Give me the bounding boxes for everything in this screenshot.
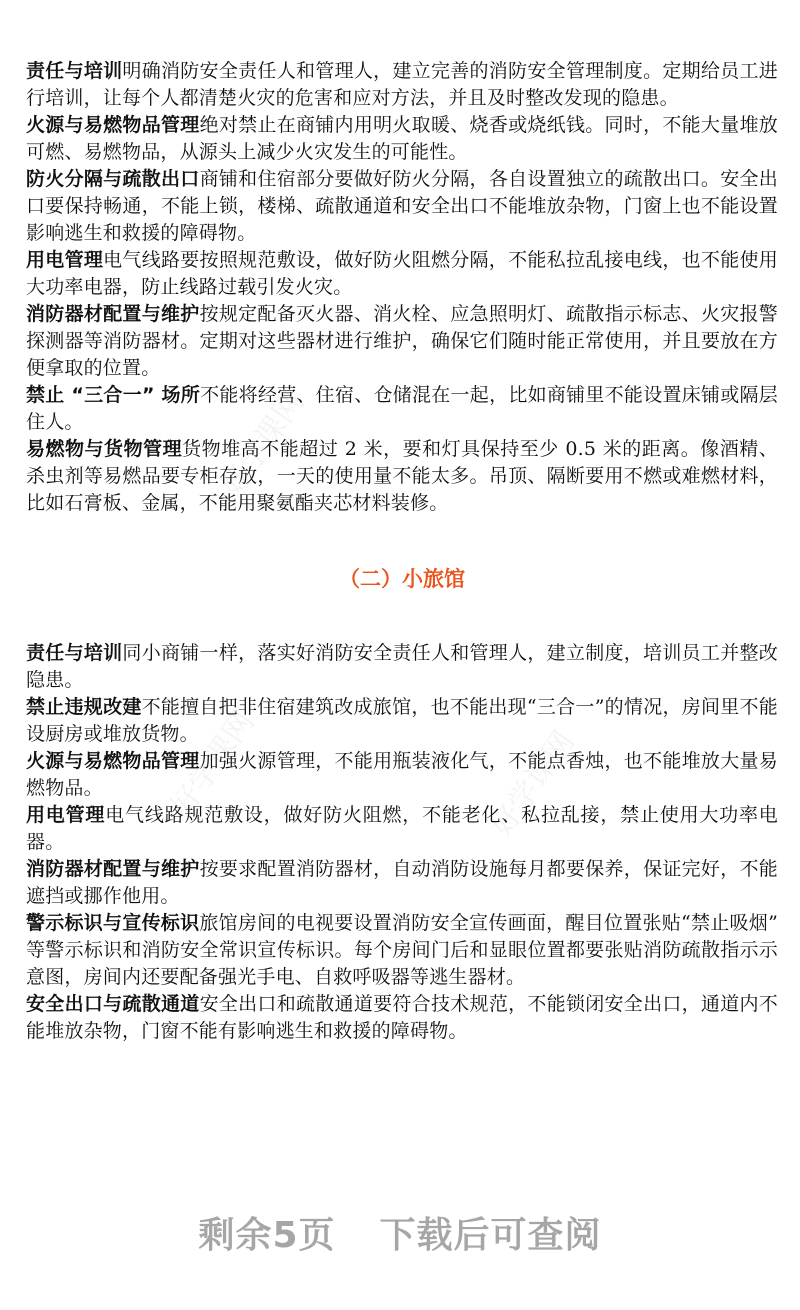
watermark: 好学课网 xyxy=(214,384,312,504)
paragraph-heading: 用电管理 xyxy=(26,804,106,826)
paragraph-heading: 防火分隔与疏散出口 xyxy=(26,168,200,190)
paragraph-heading: 易燃物与货物管理 xyxy=(26,438,183,460)
section-title-small-hotel: （二）小旅馆 xyxy=(339,567,465,591)
paragraph xyxy=(26,802,778,856)
paragraph-heading: 责任与培训 xyxy=(26,60,123,82)
paragraph-text: 安全出口和疏散通道要符合技术规范，不能锁闭安全出口，通道内不能堆放杂物，门窗不能有影响逃生和救援的障碍物。 xyxy=(26,993,778,1042)
download-hint-label: 下载后可查阅 xyxy=(379,1215,602,1256)
paragraph-text: 不能擅自把非住宿建筑改成旅馆，也不能出现“三合一”的情况，房间里不能设厨房或堆放货物。 xyxy=(26,696,779,745)
paragraph xyxy=(26,694,778,748)
paragraph-text: 电气线路规范敷设，做好防火阻燃，不能老化、私拉乱接，禁止使用大功率电器。 xyxy=(26,804,778,853)
paragraph xyxy=(26,247,778,301)
paragraph-heading: 禁止 “三合一” 场所 xyxy=(26,384,201,406)
watermark: 好学课网 xyxy=(164,704,262,824)
paragraph-heading: 火源与易燃物品管理 xyxy=(26,114,200,136)
paragraph-text: 电气线路要按照规范敷设，做好防火阻燃分隔，不能私拉乱接电线，也不能使用大功率电器，防止线路过载引发火灾。 xyxy=(26,249,778,298)
paragraph-text: 加强火源管理，不能用瓶装液化气，不能点香烛，也不能堆放大量易燃物品。 xyxy=(26,750,778,799)
paragraph-heading: 禁止违规改建 xyxy=(26,696,142,718)
section-small-hotel xyxy=(26,640,778,1045)
paragraph-text: 货物堆高不能超过 2 米，要和灯具保持至少 0.5 米的距离。像酒精、杀虫剂等易燃品要专柜存放，一天的使用量不能太多。吊顶、隔断要用不燃或难燃材料，比如石膏板、金属，不能用聚氨酯夹芯材料装修。 xyxy=(26,438,779,514)
paragraph-heading: 警示标识与宣传标识 xyxy=(26,912,200,934)
paragraph-text: 不能将经营、住宿、仓储混在一起，比如商铺里不能设置床铺或隔层住人。 xyxy=(26,384,778,433)
paragraph-text: 旅馆房间的电视要设置消防安全宣传画面，醒目位置张贴“禁止吸烟” 等警示标识和消防安全常识宣传标识。每个房间门后和显眼位置都要张贴消防疏散指示示意图，房间内还要配备强光手电、自救呼吸器等逃生器材。 xyxy=(26,912,778,988)
paragraph xyxy=(26,856,778,910)
paragraph-text: 商铺和住宿部分要做好防火分隔，各自设置独立的疏散出口。安全出口要保持畅通，不能上锁，楼梯、疏散通道和安全出口不能堆放杂物，门窗上也不能设置影响逃生和救援的障碍物。 xyxy=(26,168,778,244)
download-banner[interactable] xyxy=(0,1207,800,1258)
paragraph-text: 同小商铺一样，落实好消防安全责任人和管理人，建立制度，培训员工并整改隐患。 xyxy=(26,642,778,691)
paragraph xyxy=(26,436,778,517)
paragraph xyxy=(26,166,778,247)
paragraph xyxy=(26,301,778,382)
watermark: 好学课网 xyxy=(484,724,582,844)
paragraph xyxy=(26,748,778,802)
paragraph-heading: 消防器材配置与维护 xyxy=(26,858,200,880)
remaining-pages-label: 剩余5页 xyxy=(198,1215,336,1256)
paragraph xyxy=(26,382,778,436)
section-small-shops xyxy=(26,58,778,517)
paragraph-heading: 用电管理 xyxy=(26,249,104,271)
paragraph xyxy=(26,640,778,694)
paragraph-heading: 安全出口与疏散通道 xyxy=(26,993,200,1015)
document-body xyxy=(26,58,778,1045)
paragraph-text: 明确消防安全责任人和管理人，建立完善的消防安全管理制度。定期给员工进行培训，让每个人都清楚火灾的危害和应对方法，并且及时整改发现的隐患。 xyxy=(26,60,778,109)
paragraph-heading: 火源与易燃物品管理 xyxy=(26,750,200,772)
paragraph-text: 绝对禁止在商铺内用明火取暖、烧香或烧纸钱。同时，不能大量堆放可燃、易燃物品，从源头上减少火灾发生的可能性。 xyxy=(26,114,778,163)
paragraph-text: 按规定配备灭火器、消火栓、应急照明灯、疏散指示标志、火灾报警探测器等消防器材。定期对这些器材进行维护，确保它们随时能正常使用，并且要放在方便拿取的位置。 xyxy=(26,303,778,379)
paragraph xyxy=(26,58,778,112)
paragraph-text: 按要求配置消防器材，自动消防设施每月都要保养，保证完好，不能遮挡或挪作他用。 xyxy=(26,858,778,907)
paragraph xyxy=(26,112,778,166)
paragraph-heading: 消防器材配置与维护 xyxy=(26,303,200,325)
paragraph xyxy=(26,991,778,1045)
paragraph xyxy=(26,910,778,991)
paragraph-heading: 责任与培训 xyxy=(26,642,123,664)
